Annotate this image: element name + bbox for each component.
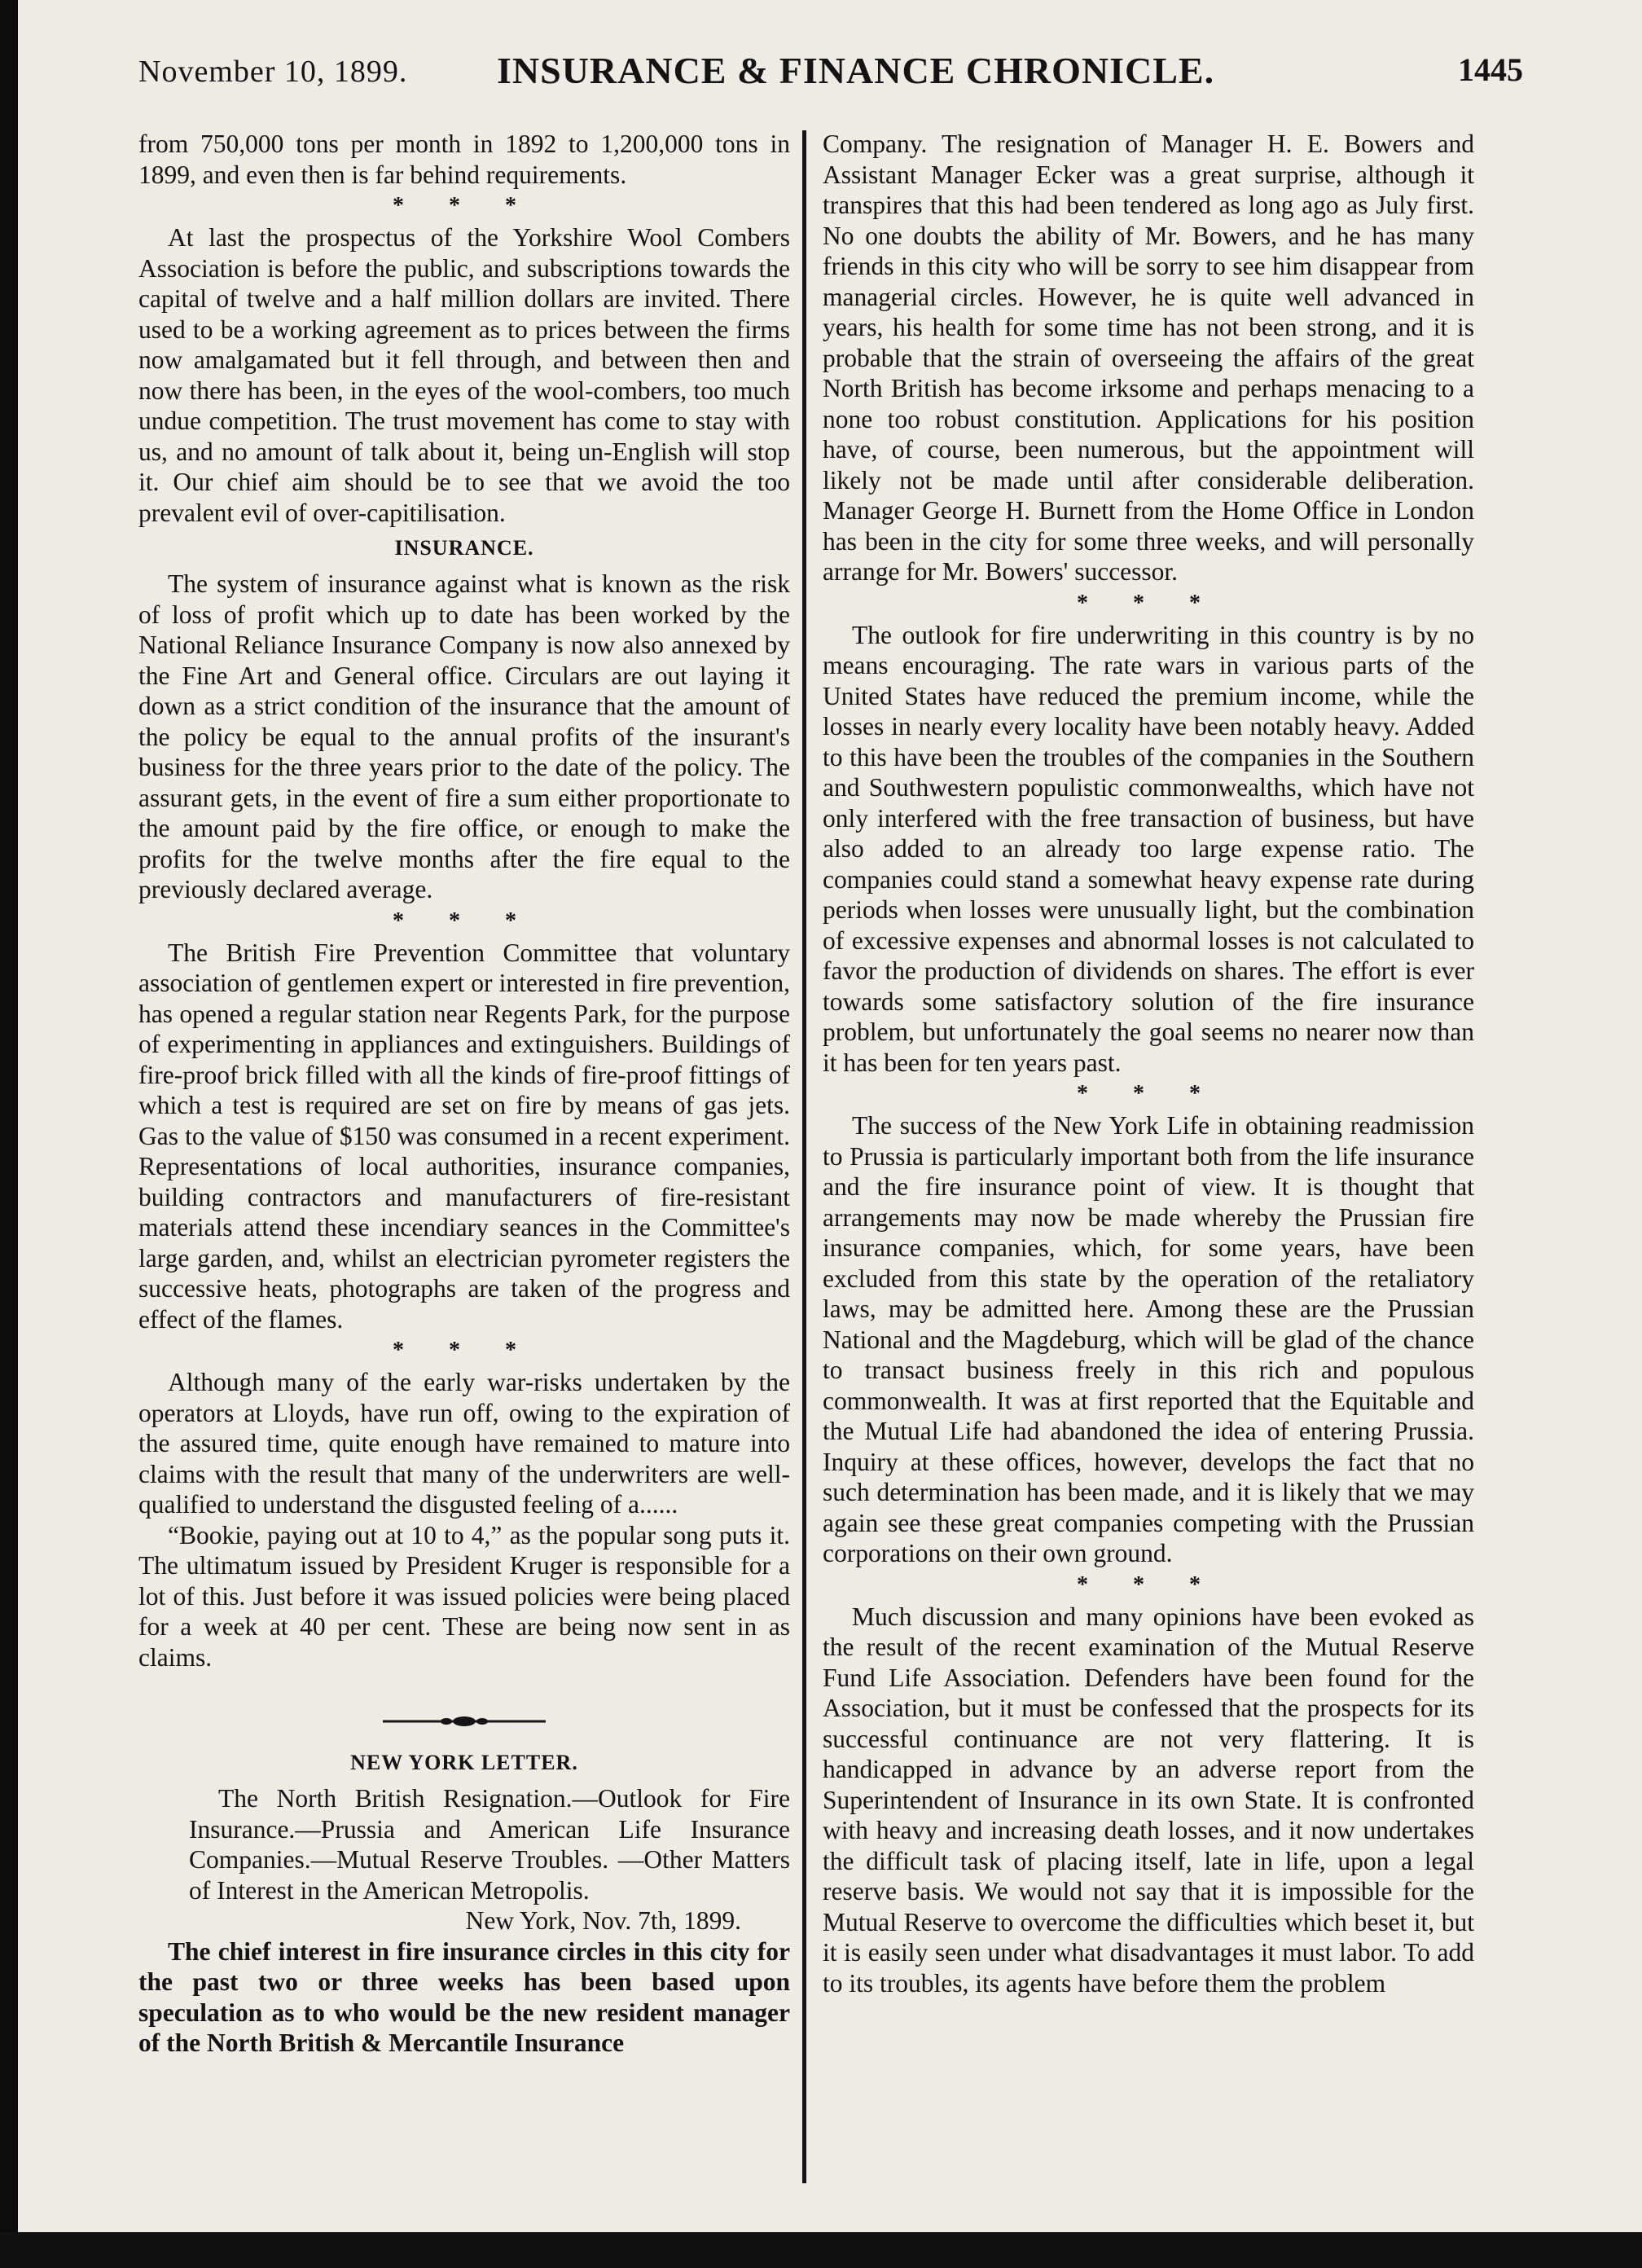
paragraph-chief-interest: The chief interest in fire insurance circles in this city for the past two or three weeks has been based upon speculation as to who would be the new resident manager of the North British & Mercantile Insurance bbox=[138, 1936, 790, 2057]
section-stars: * * * bbox=[1077, 1081, 1220, 1106]
paragraph-resignation: Company. The resignation of Manager H. E. Bowers and Assistant Manager Ecker was a great surprise, although it transpires that this had been tendered as long ago as July first. No one doubts the ability of Mr. Bowers, and he has many friends in this city who will be sorry to see him disappear from managerial circles. However, he is quite well advanced in years, his health for some time has not been strong, and it is probable that the strain of overseeing the affairs of the great North British has become irksome and perhaps menacing to a none too robust constitution. Applications for his position have, of course, been numerous, but the appointment will likely not be made until after considerable deliberation. Manager George H. Burnett from the Home Office in London has been in the city for some three weeks, and will personally arrange for Mr. Bowers' successor. bbox=[823, 130, 1474, 586]
scan-edge-left bbox=[0, 0, 18, 2268]
heading-insurance: INSURANCE. bbox=[394, 536, 534, 560]
left-column bbox=[138, 129, 790, 2059]
paragraph-fire-outlook: The outlook for fire underwriting in this country is by no means encouraging. The rate wars in various parts of the United States have reduced the premium income, while the losses in nearly every locality have been notably heavy. Added to this have been the troubles of the companies in the Southern and Southwestern populistic commonwealths, which have not only interfered with the free transaction of business, but have also added to an already too large expense ratio. The companies could stand a somewhat heavy expense rate during periods when losses were unusually light, but the combination of excessive expenses and abnormal losses is not calculated to favor the production of dividends on shares. The effort is ever towards some satisfactory solution of the fire insurance problem, but unfortunately the goal seems no nearer now than it has been for ten years past. bbox=[823, 620, 1474, 1077]
scan-edge-bottom bbox=[0, 2232, 1642, 2268]
header-title: INSURANCE & FINANCE CHRONICLE. bbox=[497, 50, 1215, 91]
section-stars: * * * bbox=[1077, 590, 1220, 616]
decorative-rule-icon bbox=[138, 1700, 790, 1743]
paragraph-war-risks: Although many of the early war-risks undertaken by the operators at Lloyds, have run off, owing to the expiration of the assured time, quite enough have remained to mature into claims with the result that many of the underwriters are well-qualified to understand the disgusted feeling of a...... bbox=[138, 1368, 790, 1519]
letter-dateline: New York, Nov. 7th, 1899. bbox=[465, 1906, 741, 1935]
header-page-number: 1445 bbox=[1458, 51, 1523, 88]
paragraph-fire-prevention: The British Fire Prevention Committee that voluntary association of gentlemen expert or interested in fire prevention, has opened a regular station near Regents Park, for the purpose of experimenting in appliances and extinguishers. Buildings of fire-proof brick filled with all the kinds of fire-proof fittings of which a test is required are set on fire by means of gas jets. Gas to the value of $150 was consumed in a recent experiment. Representations of local authorities, insurance companies, building contractors and manufacturers of fire-resistant materials attend these incendiary seances in the Committee's large garden, and, whilst an electrician pyrometer registers the successive heats, photographs are taken of the progress and effect of the flames. bbox=[138, 938, 790, 1334]
section-stars: * * * bbox=[393, 193, 536, 218]
section-stars: * * * bbox=[393, 908, 536, 934]
header-date: November 10, 1899. bbox=[138, 55, 408, 89]
letter-subtitle: The North British Resignation.—Outlook for Fire Insurance.—Prussia and American Life Insurance Companies.—Mutual Reserve Troubles. —Other Matters of Interest in the American Metropolis. bbox=[189, 1784, 790, 1905]
right-column bbox=[823, 129, 1474, 1998]
section-stars: * * * bbox=[1077, 1571, 1220, 1598]
paragraph-prussia: The success of the New York Life in obtaining readmission to Prussia is particularly important both from the life insurance and the fire insurance point of view. It is thought that arrangements may now be made whereby the Prussian fire insurance companies, which, for some years, have been excluded from this state by the operation of the retaliatory laws, may be admitted here. Among these are the Prussian National and the Magdeburg, which will be glad of the chance to transact business freely in this rich and populous commonwealth. It was at first reported that the Equitable and the Mutual Life had abandoned the idea of entering Prussia. Inquiry at these offices, however, develops the fact that no such determination has been made, and it is likely that we may again see these great companies competing with the Prussian corporations on their own ground. bbox=[823, 1111, 1474, 1567]
paragraph-loss-of-profit: The system of insurance against what is known as the risk of loss of profit which up to date has been worked by the National Reliance Insurance Company is now also annexed by the Fine Art and General office. Circulars are out laying it down as a strict condition of the insurance that the amount of the policy be equal to the annual profits of the insurant's business for the three years prior to the date of the policy. The assurant gets, in the event of fire a sum either proportionate to the amount paid by the fire office, or enough to make the profits for the twelve months after the fire equal to the previously declared average. bbox=[138, 569, 790, 903]
paragraph-continued: from 750,000 tons per month in 1892 to 1,200,000 tons in 1899, and even then is far behind requirements. bbox=[138, 130, 790, 189]
paragraph-bookie: “Bookie, paying out at 10 to 4,” as the popular song puts it. The ultimatum issued by President Kruger is responsible for a lot of this. Just before it was issued policies were being placed for a week at 40 per cent. These are being now sent in as claims. bbox=[138, 1520, 790, 1672]
paragraph-wool-combers: At last the prospectus of the Yorkshire Wool Combers Association is before the public, and subscriptions towards the capital of twelve and a half million dollars are invited. There used to be a working agreement as to prices between the firms now amalgamated but it fell through, and between then and now there has been, in the eyes of the wool-combers, too much undue competition. The trust movement has come to stay with us, and no amount of talk about it, being un-English will stop it. Our chief aim should be to see that we avoid the too prevalent evil of over-capitilisation. bbox=[138, 223, 790, 527]
heading-new-york-letter: NEW YORK LETTER. bbox=[350, 1751, 578, 1774]
paragraph-mutual-reserve: Much discussion and many opinions have been evoked as the result of the recent examination of the Mutual Reserve Fund Life Association. Defenders have been found for the Association, but it must be confessed that the prospects for its successful continuance are not very flattering. It is handicapped in advance by an adverse report from the Superintendent of Insurance in its own State. It is confronted with heavy and increasing death losses, and it now undertakes the difficult task of placing itself, late in life, upon a legal reserve basis. We would not say that it is impossible for the Mutual Reserve to overcome the difficulties which beset it, but it is easily seen under what disadvantages it must labor. To add to its troubles, its agents have before them the problem bbox=[823, 1602, 1474, 1998]
page-header bbox=[138, 47, 1523, 96]
column-rule bbox=[802, 130, 806, 2183]
section-stars: * * * bbox=[393, 1338, 536, 1363]
